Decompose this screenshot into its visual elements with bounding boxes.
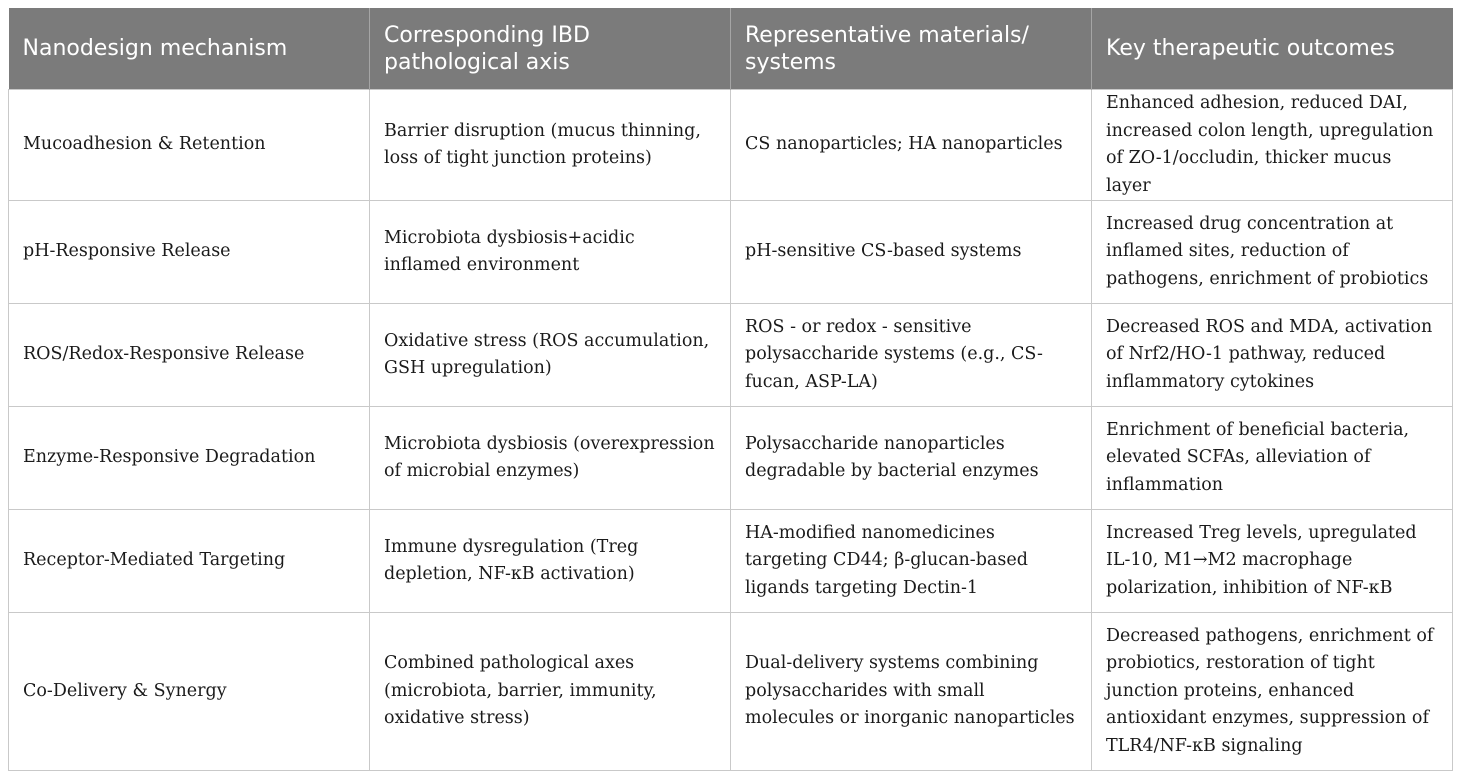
cell-materials: CS nanoparticles; HA nanoparticles: [731, 90, 1092, 201]
cell-mechanism: Receptor-Mediated Targeting: [9, 510, 370, 613]
cell-materials: HA-modified nanomedicines targeting CD44; β-glucan-based ligands targeting Dectin-1: [731, 510, 1092, 613]
cell-mechanism: Mucoadhesion & Retention: [9, 90, 370, 201]
cell-outcomes: Enrichment of beneficial bacteria, elevated SCFAs, alleviation of inflammation: [1092, 407, 1453, 510]
cell-mechanism: Enzyme-Responsive Degradation: [9, 407, 370, 510]
table-row: [9, 510, 1453, 613]
cell-pathological-axis: Combined pathological axes (microbiota, barrier, immunity, oxidative stress): [370, 613, 731, 771]
header-mechanism: Nanodesign mechanism: [9, 8, 370, 90]
cell-mechanism: ROS/Redox-Responsive Release: [9, 304, 370, 407]
cell-pathological-axis: Oxidative stress (ROS accumulation, GSH upregulation): [370, 304, 731, 407]
cell-mechanism: pH-Responsive Release: [9, 201, 370, 304]
cell-outcomes: Decreased ROS and MDA, activation of Nrf2/HO-1 pathway, reduced inflammatory cytokines: [1092, 304, 1453, 407]
cell-pathological-axis: Microbiota dysbiosis (overexpression of microbial enzymes): [370, 407, 731, 510]
cell-materials: ROS - or redox - sensitive polysaccharide systems (e.g., CS-fucan, ASP-LA): [731, 304, 1092, 407]
header-outcomes: Key therapeutic outcomes: [1092, 8, 1453, 90]
table-body: [9, 90, 1453, 771]
table-row: [9, 90, 1453, 201]
cell-materials: Polysaccharide nanoparticles degradable by bacterial enzymes: [731, 407, 1092, 510]
table-row: [9, 304, 1453, 407]
cell-pathological-axis: Immune dysregulation (Treg depletion, NF-κB activation): [370, 510, 731, 613]
header-materials: Representative materials/ systems: [731, 8, 1092, 90]
cell-pathological-axis: Barrier disruption (mucus thinning, loss of tight junction proteins): [370, 90, 731, 201]
cell-materials: pH-sensitive CS-based systems: [731, 201, 1092, 304]
header-pathological-axis: Corresponding IBD pathological axis: [370, 8, 731, 90]
nanodesign-table: [8, 8, 1453, 771]
cell-mechanism: Co-Delivery & Synergy: [9, 613, 370, 771]
table-row: [9, 201, 1453, 304]
cell-outcomes: Increased Treg levels, upregulated IL-10, M1→M2 macrophage polarization, inhibition of NF-κB: [1092, 510, 1453, 613]
cell-outcomes: Increased drug concentration at inflamed sites, reduction of pathogens, enrichment of probiotics: [1092, 201, 1453, 304]
header-row: [9, 8, 1453, 90]
cell-materials: Dual-delivery systems combining polysaccharides with small molecules or inorganic nanoparticles: [731, 613, 1092, 771]
cell-outcomes: Decreased pathogens, enrichment of probiotics, restoration of tight junction proteins, enhanced antioxidant enzymes, suppression of TLR4/NF-κB signaling: [1092, 613, 1453, 771]
table-header: [9, 8, 1453, 90]
cell-outcomes: Enhanced adhesion, reduced DAI, increased colon length, upregulation of ZO-1/occludin, thicker mucus layer: [1092, 90, 1453, 201]
table-row: [9, 613, 1453, 771]
cell-pathological-axis: Microbiota dysbiosis+acidic inflamed environment: [370, 201, 731, 304]
table-row: [9, 407, 1453, 510]
